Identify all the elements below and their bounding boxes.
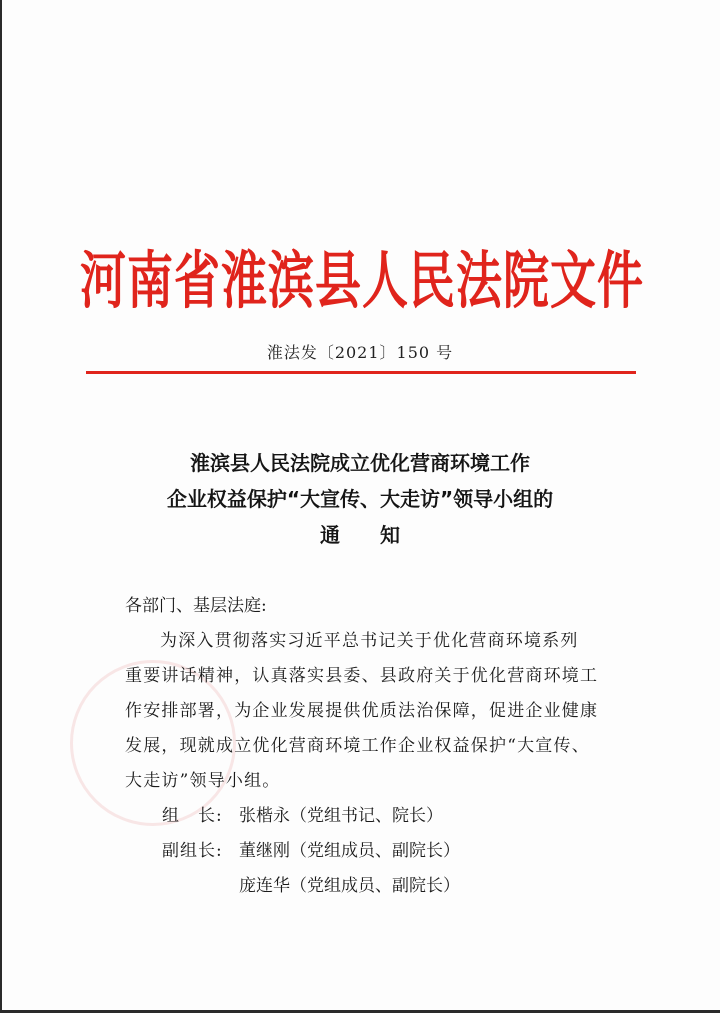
red-divider-line	[86, 371, 636, 374]
document-number: 淮法发〔2021〕150 号	[266, 343, 454, 362]
member-name-leader: 张楷永（党组书记、院长）	[239, 806, 443, 826]
notice-title-line-2: 企业权益保护“大宣传、大走访”领导小组的	[166, 487, 554, 511]
member-role-deputy: 副组长:	[162, 841, 223, 861]
notice-title-line-3: 通知	[320, 523, 440, 547]
paragraph-line: 作安排部署，为企业发展提供优质法治保障，促进企业健康	[125, 701, 599, 721]
member-name-deputy-2: 庞连华（党组成员、副院长）	[239, 876, 460, 896]
paragraph-line: 发展，现就成立优化营商环境工作企业权益保护“大宣传、	[125, 736, 590, 756]
paragraph-line: 大走访”领导小组。	[125, 771, 281, 791]
paragraph-line: 为深入贯彻落实习近平总书记关于优化营商环境系列	[160, 631, 579, 651]
paragraph-line: 重要讲话精神，认真落实县委、县政府关于优化营商环境工	[125, 666, 599, 686]
notice-title-line-1: 淮滨县人民法院成立优化营商环境工作	[190, 451, 530, 475]
member-name-deputy-1: 董继刚（党组成员、副院长）	[239, 841, 460, 861]
document-masthead: 河南省淮滨县人民法院文件	[80, 244, 644, 318]
salutation: 各部门、基层法庭:	[125, 596, 267, 616]
member-role-leader: 组 长:	[162, 806, 223, 826]
